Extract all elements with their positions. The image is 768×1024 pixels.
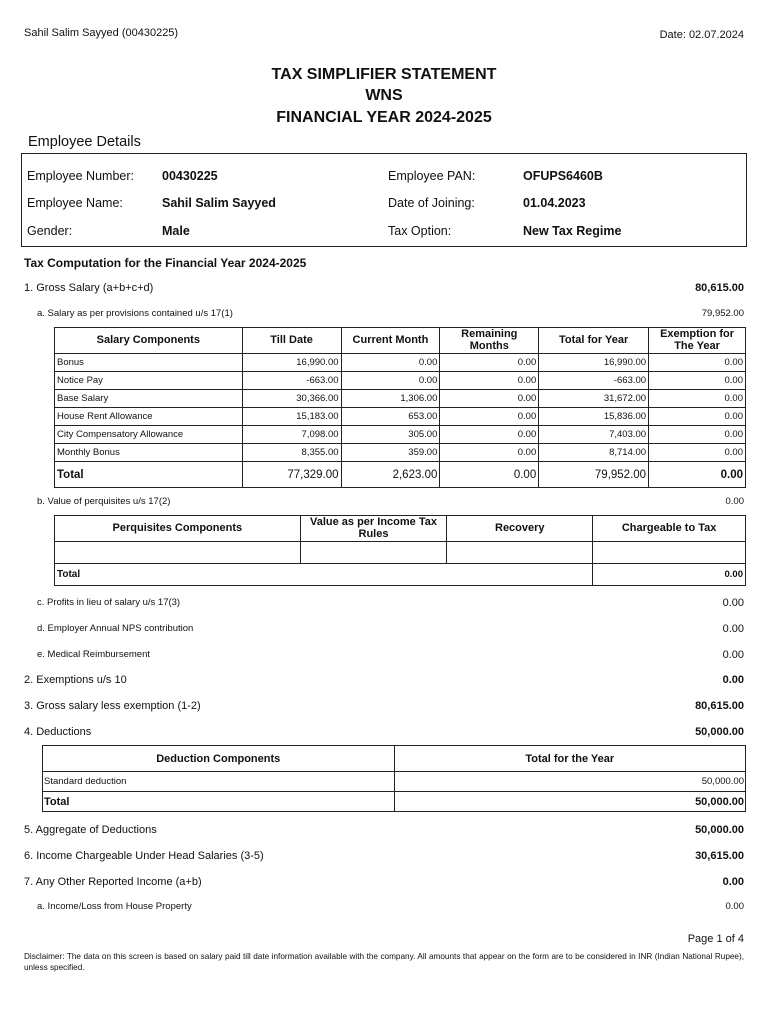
table-row — [55, 390, 746, 408]
column-header: Value as per Income Tax Rules — [300, 516, 447, 542]
salary-components-table — [54, 327, 746, 488]
column-header: Total for the Year — [394, 746, 746, 772]
house-property-label: a. Income/Loss from House Property — [37, 901, 192, 912]
remaining-months-cell: 0.00 — [440, 408, 539, 426]
current-month-cell: 305.00 — [341, 426, 440, 444]
joining-date-label: Date of Joining: — [388, 196, 475, 210]
tax-computation-title: Tax Computation for the Financial Year 2024-2025 — [24, 256, 307, 270]
document-title: TAX SIMPLIFIER STATEMENT — [271, 66, 497, 83]
total-year-cell: 15,836.00 — [539, 408, 649, 426]
component-name: Bonus — [55, 354, 243, 372]
profits-label: c. Profits in lieu of salary u/s 17(3) — [37, 597, 181, 608]
component-name: Notice Pay — [55, 372, 243, 390]
table-row — [43, 772, 746, 792]
exemption-cell: 0.00 — [649, 372, 746, 390]
component-name: Base Salary — [55, 390, 243, 408]
gender-label: Gender: — [27, 224, 73, 238]
employee-details-row — [22, 224, 746, 252]
empty-cell — [300, 542, 447, 564]
current-month-cell: 1,306.00 — [341, 390, 440, 408]
income-chargeable-value: 30,615.00 — [695, 850, 744, 862]
employee-pan-label: Employee PAN: — [388, 169, 476, 183]
till-date-cell: 8,355.00 — [242, 444, 341, 462]
salary-17-1-label: a. Salary as per provisions contained u/s 17(1) — [37, 308, 233, 319]
total-label: Total — [55, 462, 243, 488]
financial-year-title: FINANCIAL YEAR 2024-2025 — [276, 109, 492, 126]
tax-option-label: Tax Option: — [388, 224, 452, 238]
salary-17-1-value: 79,952.00 — [701, 308, 744, 319]
remaining-months-cell: 0.00 — [440, 390, 539, 408]
remaining-months-cell: 0.00 — [440, 372, 539, 390]
remaining-months-cell: 0.00 — [440, 444, 539, 462]
deductions-value: 50,000.00 — [695, 726, 744, 738]
employee-details-row — [22, 169, 746, 197]
table-header-row — [43, 746, 746, 772]
total-current-month: 2,623.00 — [341, 462, 440, 488]
remaining-months-cell: 0.00 — [440, 426, 539, 444]
employee-details-row — [22, 196, 746, 224]
other-income-value: 0.00 — [722, 876, 744, 888]
table-row — [55, 444, 746, 462]
total-chargeable: 0.00 — [593, 564, 746, 586]
gross-salary-label: 1. Gross Salary (a+b+c+d) — [24, 282, 154, 294]
table-row — [55, 542, 746, 564]
till-date-cell: 16,990.00 — [242, 354, 341, 372]
table-total-row — [55, 462, 746, 488]
page-number: Page 1 of 4 — [687, 933, 744, 945]
total-remaining-months: 0.00 — [440, 462, 539, 488]
current-month-cell: 0.00 — [341, 354, 440, 372]
exemptions-value: 0.00 — [722, 674, 744, 686]
till-date-cell: 15,183.00 — [242, 408, 341, 426]
column-header: Deduction Components — [43, 746, 395, 772]
deduction-components-table — [42, 745, 746, 812]
deduction-name: Standard deduction — [43, 772, 395, 792]
column-header: Till Date — [242, 328, 341, 354]
other-income-label: 7. Any Other Reported Income (a+b) — [24, 876, 202, 888]
statement-date: Date: 02.07.2024 — [659, 29, 744, 41]
table-row — [55, 354, 746, 372]
total-year-cell: 7,403.00 — [539, 426, 649, 444]
total-year-cell: 16,990.00 — [539, 354, 649, 372]
employee-number-value: 00430225 — [162, 169, 218, 183]
medical-value: 0.00 — [722, 649, 744, 661]
total-deduction-value: 50,000.00 — [394, 792, 746, 812]
column-header: Salary Components — [55, 328, 243, 354]
employee-reference: Sahil Salim Sayyed (00430225) — [24, 27, 179, 39]
component-name: City Compensatory Allowance — [55, 426, 243, 444]
perquisites-value: 0.00 — [725, 496, 744, 507]
table-total-row — [55, 564, 746, 586]
gender-value: Male — [162, 224, 190, 238]
exemption-cell: 0.00 — [649, 390, 746, 408]
deductions-label: 4. Deductions — [24, 726, 92, 738]
till-date-cell: 30,366.00 — [242, 390, 341, 408]
total-exemption: 0.00 — [649, 462, 746, 488]
table-row — [55, 426, 746, 444]
empty-cell — [447, 542, 593, 564]
gross-less-exemption-label: 3. Gross salary less exemption (1-2) — [24, 700, 201, 712]
current-month-cell: 359.00 — [341, 444, 440, 462]
total-for-year: 79,952.00 — [539, 462, 649, 488]
current-month-cell: 0.00 — [341, 372, 440, 390]
till-date-cell: 7,098.00 — [242, 426, 341, 444]
table-header-row — [55, 516, 746, 542]
employee-name-label: Employee Name: — [27, 196, 123, 210]
column-header: Total for Year — [539, 328, 649, 354]
disclaimer: Disclaimer: The data on this screen is based on salary paid till date information available with the company. All amounts that appear on the form are to be considered in INR (Indian National Rupee), unless specified. — [24, 952, 744, 972]
total-label: Total — [55, 564, 593, 586]
table-header-row — [55, 328, 746, 354]
aggregate-deductions-value: 50,000.00 — [695, 824, 744, 836]
table-total-row — [43, 792, 746, 812]
exemption-cell: 0.00 — [649, 444, 746, 462]
total-label: Total — [43, 792, 395, 812]
perquisites-label: b. Value of perquisites u/s 17(2) — [37, 496, 171, 507]
till-date-cell: -663.00 — [242, 372, 341, 390]
employee-number-label: Employee Number: — [27, 169, 134, 183]
gross-less-exemption-value: 80,615.00 — [695, 700, 744, 712]
table-row — [55, 372, 746, 390]
total-till-date: 77,329.00 — [242, 462, 341, 488]
medical-label: e. Medical Reimbursement — [37, 649, 150, 660]
column-header: Recovery — [447, 516, 593, 542]
total-year-cell: 31,672.00 — [539, 390, 649, 408]
aggregate-deductions-label: 5. Aggregate of Deductions — [24, 824, 157, 836]
current-month-cell: 653.00 — [341, 408, 440, 426]
exemption-cell: 0.00 — [649, 408, 746, 426]
exemption-cell: 0.00 — [649, 354, 746, 372]
remaining-months-cell: 0.00 — [440, 354, 539, 372]
total-year-cell: -663.00 — [539, 372, 649, 390]
exemptions-label: 2. Exemptions u/s 10 — [24, 674, 127, 686]
column-header: Chargeable to Tax — [593, 516, 746, 542]
house-property-value: 0.00 — [725, 901, 744, 912]
column-header: Perquisites Components — [55, 516, 301, 542]
employee-name-value: Sahil Salim Sayyed — [162, 196, 276, 210]
employer-nps-value: 0.00 — [722, 623, 744, 635]
empty-cell — [593, 542, 746, 564]
empty-cell — [55, 542, 301, 564]
component-name: Monthly Bonus — [55, 444, 243, 462]
gross-salary-value: 80,615.00 — [695, 282, 744, 294]
tax-option-value: New Tax Regime — [523, 224, 622, 238]
perquisites-table — [54, 515, 746, 586]
deduction-value: 50,000.00 — [394, 772, 746, 792]
column-header: Remaining Months — [440, 328, 539, 354]
income-chargeable-label: 6. Income Chargeable Under Head Salaries (3-5) — [24, 850, 264, 862]
employee-details-heading: Employee Details — [28, 134, 141, 150]
total-year-cell: 8,714.00 — [539, 444, 649, 462]
component-name: House Rent Allowance — [55, 408, 243, 426]
exemption-cell: 0.00 — [649, 426, 746, 444]
joining-date-value: 01.04.2023 — [523, 196, 586, 210]
column-header: Current Month — [341, 328, 440, 354]
table-row — [55, 408, 746, 426]
company-name: WNS — [365, 87, 403, 104]
column-header: Exemption for The Year — [649, 328, 746, 354]
employer-nps-label: d. Employer Annual NPS contribution — [37, 623, 194, 634]
employee-pan-value: OFUPS6460B — [523, 169, 603, 183]
employee-details-box — [21, 153, 747, 247]
profits-value: 0.00 — [722, 597, 744, 609]
